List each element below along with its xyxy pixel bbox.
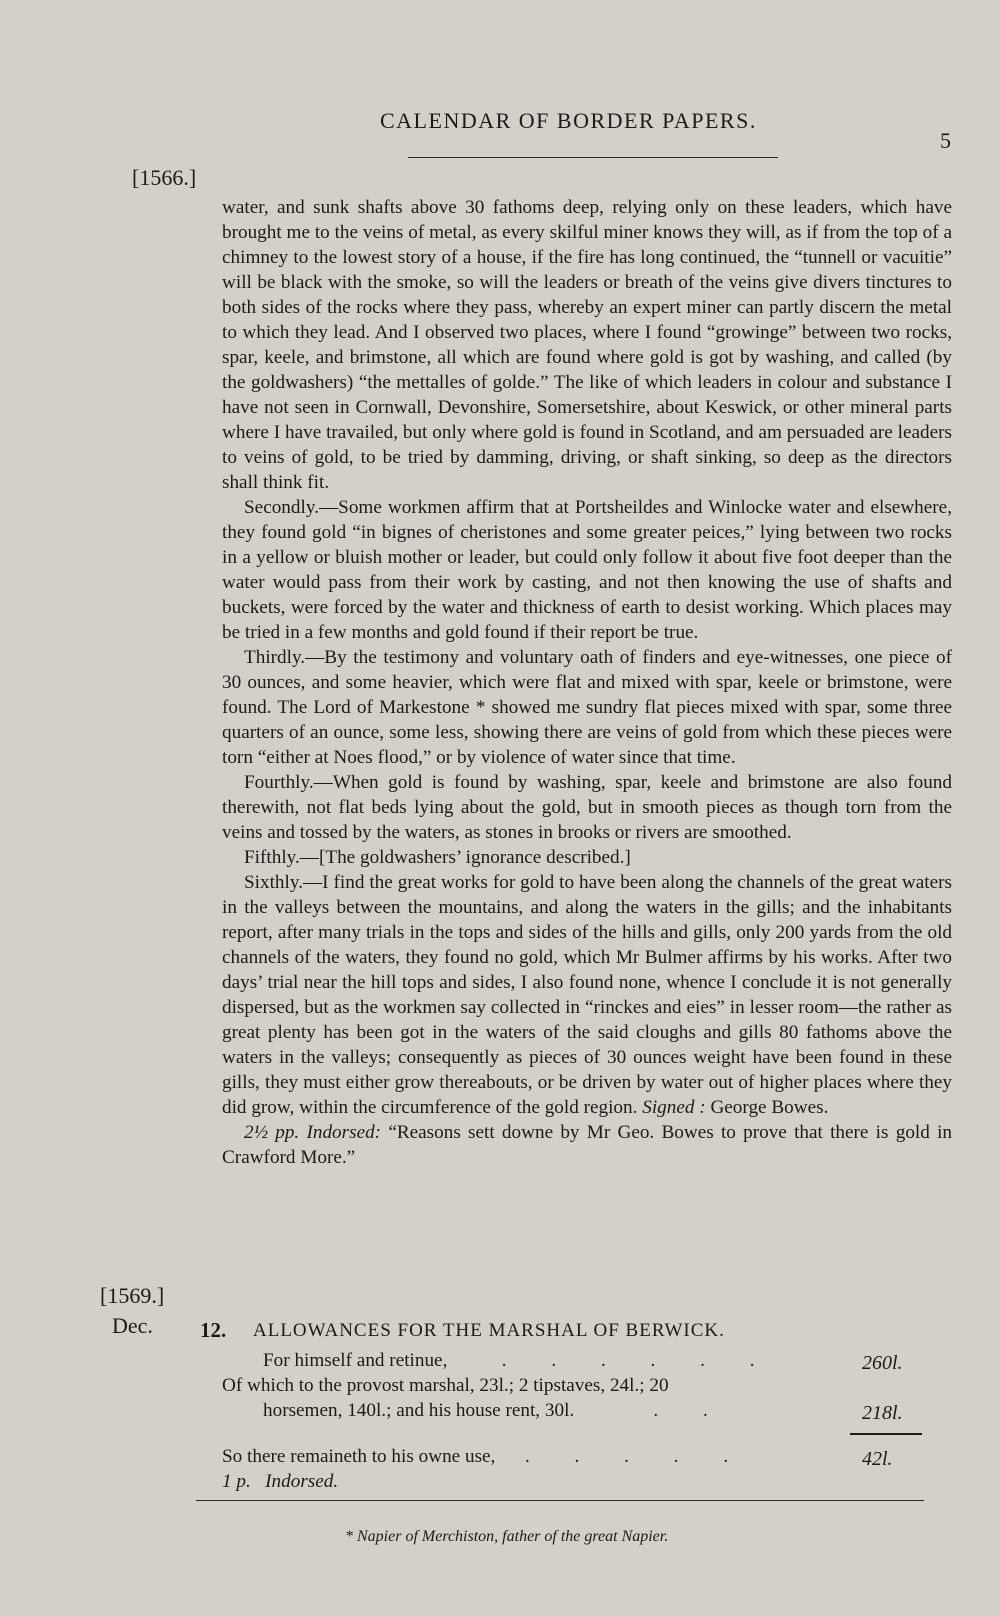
- paragraph-fifthly: Fifthly.—[The goldwashers’ ignorance described.]: [244, 847, 631, 868]
- leader-dots: . . . . .: [500, 1446, 749, 1467]
- allowance-line-provost: Of which to the provost marshal, 23l.; 2 tipstaves, 24l.; 20: [222, 1375, 669, 1396]
- paragraph-thirdly: Thirdly.—By the testimony and voluntary oath of finders and eye-witnesses, one piece of 30 ounces, and some heavier, which were flat and mixed with spar, keele or brimstone, were found. The Lord of Markestone * showed me sundry flat pieces mixed with spar, some three quarters of an ounce, some less, showing there are veins of gold from which these pieces were torn “either at Noes flood,” or by violence of water since that time.: [222, 647, 952, 768]
- page-number: 5: [940, 128, 951, 153]
- leader-dots: . .: [579, 1400, 728, 1421]
- header-rule: [408, 157, 778, 158]
- margin-month: Dec.: [112, 1313, 153, 1338]
- allowance-label: So there remaineth to his owne use,: [222, 1446, 496, 1467]
- amount-remainder: 42l.: [862, 1448, 893, 1470]
- allowance-label: For himself and retinue,: [263, 1350, 448, 1371]
- indorsed-label: Indorsed.: [265, 1471, 339, 1492]
- margin-year-entry: [1569.]: [100, 1283, 165, 1308]
- amount-deductions: 218l.: [862, 1402, 903, 1424]
- allowance-indorsement: [222, 1471, 338, 1493]
- paragraph-indorsement: [222, 1120, 952, 1170]
- paragraph-secondly: Secondly.—Some workmen affirm that at Portsheildes and Winlocke water and elsewhere, they found gold “in bignes of cheristones and some greater peices,” lying between two rocks in a yellow or bluish mother or leader, but could only follow it about five foot deeper than the water would pass from their work by casting, and not then knowing the use of shafts and buckets, were forced by the water and thickness of earth to desist working. Which places may be tried in a few months and gold found if their report be true.: [222, 497, 952, 643]
- signed-label: Signed :: [642, 1097, 706, 1118]
- allowance-line-horsemen: [263, 1400, 728, 1422]
- allowance-line-retinue: [263, 1350, 775, 1372]
- leader-dots: . . . . . .: [452, 1350, 775, 1371]
- running-header-title: CALENDAR OF BORDER PAPERS.: [380, 108, 757, 133]
- footnote-rule: [196, 1500, 924, 1501]
- sum-rule: [850, 1433, 922, 1435]
- entry-number: 12.: [200, 1318, 227, 1342]
- indorsement-text: “Reasons sett downe by Mr Geo. Bowes to prove that there is gold in Crawford More.”: [222, 1122, 953, 1168]
- amount-retinue: 260l.: [862, 1352, 903, 1374]
- sixthly-text: Sixthly.—I find the great works for gold to have been along the channels of the great waters in the valleys between the mountains, and along the waters in the gills; and the inhabitants report, after many trials in the tops and sides of the hills and gills, only 200 yards from the old channels of the waters, they found no gold, which Mr Bulmer affirms by his works. After two days’ trial near the hill tops and sides, I also found none, whence I conclude it is not generally dispersed, but as the workmen say collected in “rinckes and eies” in lesser room—the rather as great plenty has been got in the waters of the said cloughs and gills 80 fathoms above the waters in the valleys; consequently as pieces of 30 ounces weight have been found in these gills, they must either grow thereabouts, or be driven by water out of higher places where they did grow, within the circumference of the gold region.: [222, 872, 952, 1118]
- page-count: 1 p.: [222, 1471, 251, 1492]
- allowance-line-remainder: [222, 1446, 748, 1468]
- margin-year: [1566.]: [132, 165, 197, 190]
- paragraph-sixthly: [222, 870, 952, 1120]
- signature-name: George Bowes.: [710, 1097, 829, 1118]
- indorsed-label: Indorsed:: [306, 1122, 382, 1143]
- footnote: * Napier of Merchiston, father of the great Napier.: [345, 1528, 669, 1545]
- paragraph-fourthly: Fourthly.—When gold is found by washing, spar, keele and brimstone are also found therewith, not flat beds lying about the gold, but in smooth pieces as though torn from the veins and tossed by the waters, as stones in brooks or rivers are smoothed.: [222, 772, 952, 843]
- allowance-label: horsemen, 140l.; and his house rent, 30l.: [263, 1400, 575, 1421]
- paragraph-leaders: water, and sunk shafts above 30 fathoms deep, relying only on these leaders, which have brought me to the veins of metal, as every skilful miner knows they will, as if from the top of a chimney to the lowest story of a house, if the fire has long continued, the “tunnell or vacuitie” will be black with the smoke, so will the leaders or breath of the veins give divers tinctures to both sides of the rocks where they pass, whereby an expert miner can partly discern the metal to which they lead. And I observed two places, where I found “growinge” between two rocks, spar, keele, and brimstone, all which are found where gold is got by washing, and called (by the goldwashers) “the mettalles of golde.” The like of which leaders in colour and substance I have not seen in Cornwall, Devonshire, Somersetshire, about Keswick, or other mineral parts where I have travailed, but only where gold is found in Scotland, and am persuaded are leaders to veins of gold, to be tried by damming, driving, or shaft sinking, so deep as the directors shall think fit.: [222, 197, 952, 493]
- page-count: 2½ pp.: [244, 1122, 300, 1143]
- entry-title: ALLOWANCES FOR THE MARSHAL OF BERWICK.: [253, 1320, 725, 1341]
- body-text: [222, 195, 952, 1170]
